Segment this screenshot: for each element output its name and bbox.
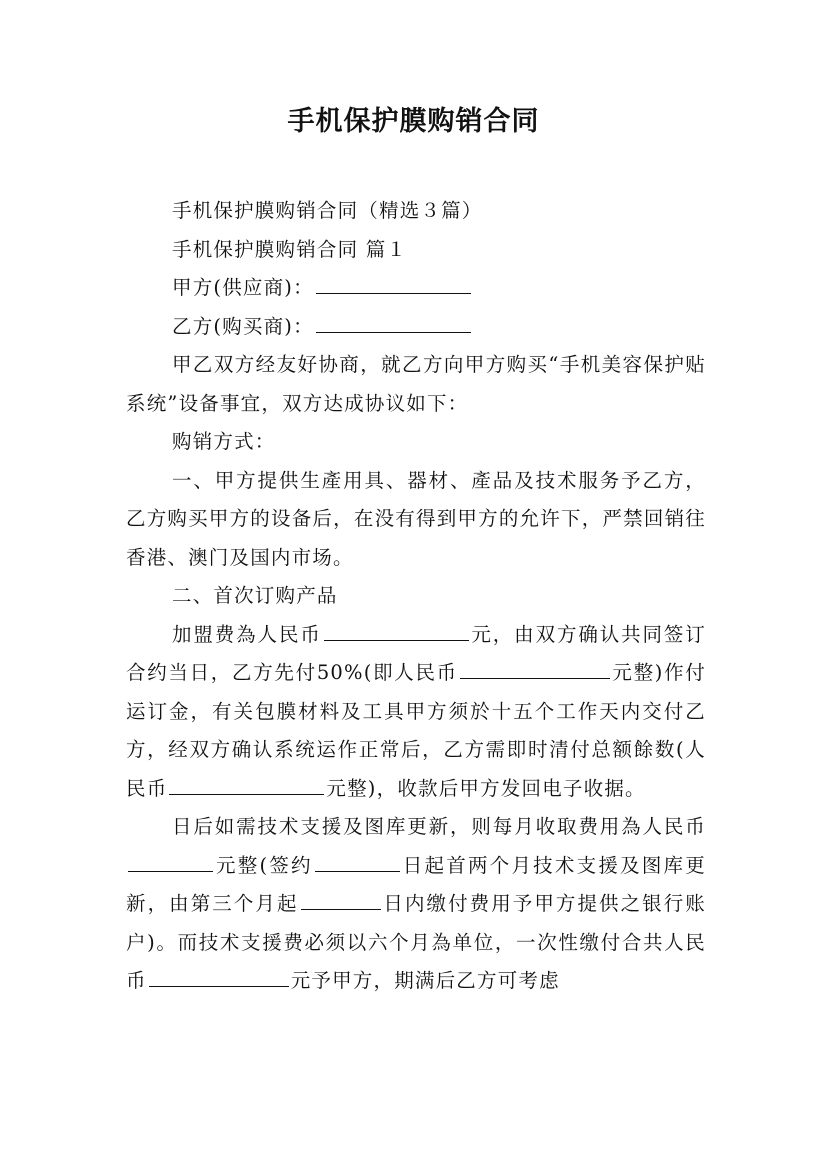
support-text-a: 日后如需技术支援及图库更新，则每月收取费用為人民币 — [172, 815, 706, 838]
document-title: 手机保护膜购销合同 — [287, 106, 540, 137]
support-text-e: 元予甲方，期满后乙方可考虑 — [290, 969, 560, 992]
party-a-blank — [316, 292, 471, 294]
paragraph-fees — [126, 616, 706, 809]
support-text-c: 日起首两个月技术支援及图库更新，由第三个月起 — [126, 853, 706, 915]
support-text-b: 元整(签约 — [215, 853, 313, 877]
support-blank-3 — [301, 908, 381, 910]
support-text-d: 日内缴付费用予甲方提供之银行账户)。而技术支援费必须以六个月為单位，一次性缴付合共人民币 — [126, 892, 706, 992]
paragraph-method-heading: 购销方式： — [172, 430, 276, 453]
fees-text-d: 元整)，收款后甲方发回电子收据。 — [326, 776, 646, 800]
paragraph-clause-1: 一、甲方提供生產用具、器材、產品及技术服务予乙方，乙方购买甲方的设备后，在没有得到甲方的允许下，严禁回销往香港、澳门及国内市场。 — [126, 468, 706, 569]
document-body — [126, 192, 706, 1001]
fees-blank-3 — [169, 793, 324, 795]
fees-text-b: 元，由双方确认共同签订合约当日，乙方先付50%(即人民币 — [126, 622, 706, 684]
fees-blank-1 — [324, 639, 469, 641]
support-blank-4 — [149, 985, 289, 987]
paragraph-support — [126, 808, 706, 1001]
party-b-blank — [316, 331, 471, 333]
support-blank-1 — [128, 870, 213, 872]
paragraph-party-a — [126, 269, 706, 308]
fees-blank-2 — [460, 677, 610, 679]
fees-text-a: 加盟费為人民币 — [172, 622, 322, 646]
paragraph-agreement: 甲乙双方经友好协商，就乙方向甲方购买“手机美容保护贴系统”设备事宜，双方达成协议如下： — [126, 353, 706, 415]
paragraph-subtitle: 手机保护膜购销合同（精选３篇） — [172, 199, 483, 222]
paragraph-party-b — [126, 308, 706, 347]
party-b-label: 乙方(购买商)： — [172, 314, 314, 338]
paragraph-section-heading: 手机保护膜购销合同 篇１ — [172, 237, 408, 261]
party-a-label: 甲方(供应商)： — [172, 276, 314, 299]
paragraph-clause-2-heading: 二、首次订购产品 — [172, 584, 338, 607]
fees-text-c: 元整)作付运订金，有关包膜材料及工具甲方须於十五个工作天内交付乙方，经双方确认系统运作正常后，乙方需即时清付总额餘数(人民币 — [126, 661, 706, 800]
support-blank-2 — [315, 870, 400, 872]
